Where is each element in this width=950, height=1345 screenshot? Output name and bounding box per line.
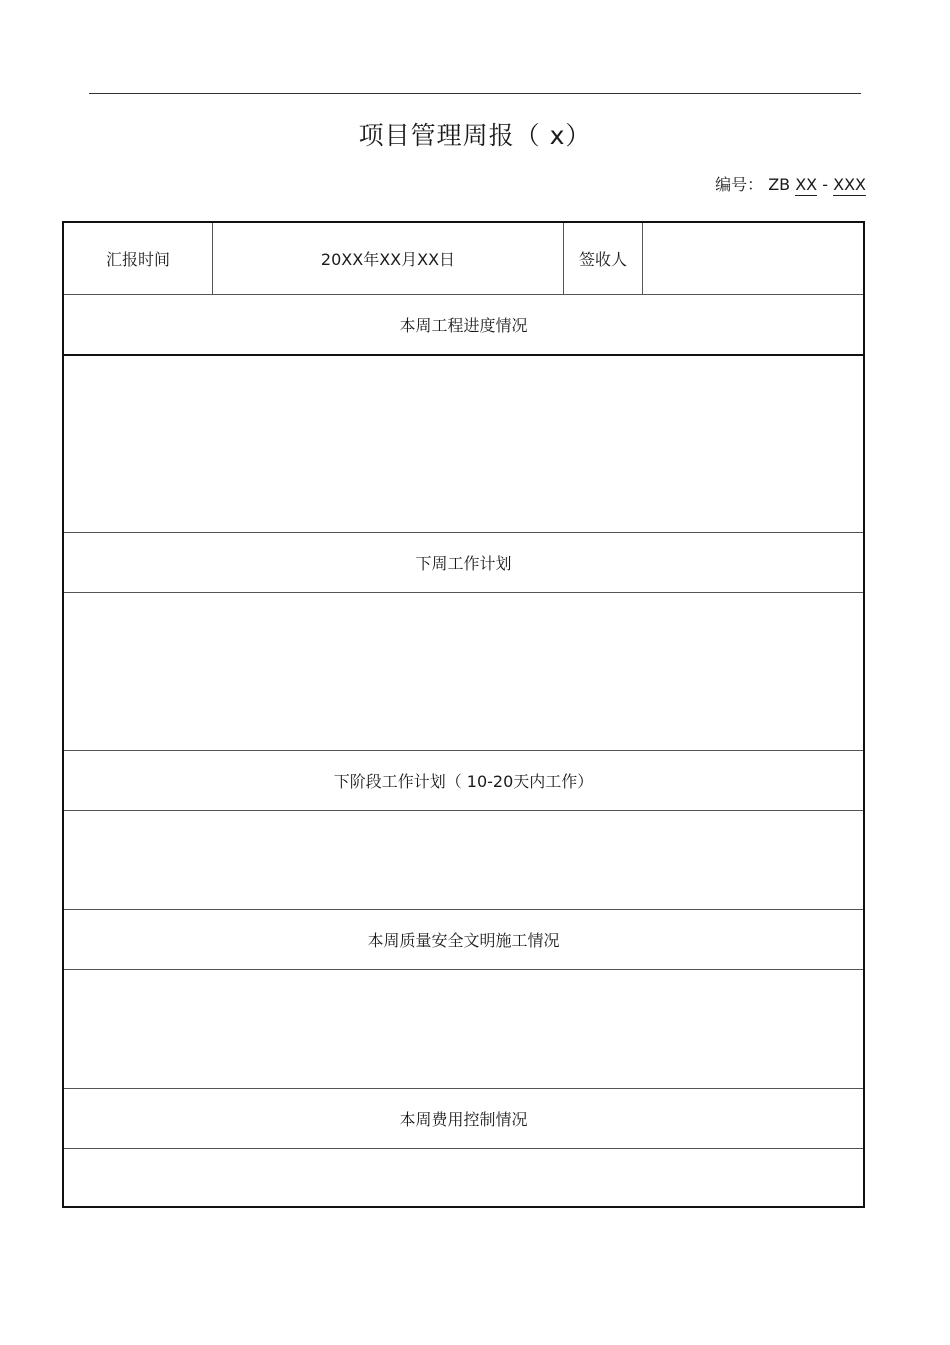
section-title-cost-control: 本周费用控制情况: [399, 1110, 528, 1129]
section-title-row: [64, 909, 863, 969]
section-title-row: [64, 532, 863, 592]
report-table: [62, 221, 865, 1208]
doc-number-separator: -: [822, 175, 829, 194]
section-title-progress: 本周工程进度情况: [399, 316, 528, 335]
signer-value[interactable]: [643, 223, 863, 294]
top-rule: [89, 93, 861, 94]
section-content-cost-control[interactable]: [64, 1148, 863, 1206]
section-title-next-week: 下周工作计划: [415, 554, 512, 573]
doc-number-part1: XX: [795, 175, 818, 194]
section-content-progress[interactable]: [64, 354, 863, 532]
doc-number-label: 编号：: [715, 175, 764, 194]
header-row: [64, 223, 863, 294]
document-title: 项目管理周报（ x）: [358, 121, 592, 150]
section-title-row: [64, 750, 863, 810]
report-time-label: 汇报时间: [105, 250, 170, 269]
section-content-text: [64, 970, 863, 1088]
section-content-text: [64, 356, 863, 532]
report-time-value[interactable]: 20XX年XX月XX日: [320, 250, 456, 269]
section-content-text: [64, 593, 863, 750]
section-content-text: [64, 811, 863, 909]
section-content-next-phase[interactable]: [64, 810, 863, 909]
section-title-quality-safety: 本周质量安全文明施工情况: [367, 931, 560, 950]
section-title-next-phase: 下阶段工作计划（ 10-20天内工作）: [333, 772, 594, 791]
signer-label: 签收人: [578, 250, 627, 269]
section-title-row: [64, 294, 863, 354]
section-content-next-week[interactable]: [64, 592, 863, 750]
section-content-quality-safety[interactable]: [64, 969, 863, 1088]
doc-number-part2: XXX: [833, 175, 866, 194]
section-content-text: [64, 1149, 863, 1206]
document-number: [715, 172, 866, 195]
doc-number-prefix: ZB: [768, 175, 791, 194]
section-title-row: [64, 1088, 863, 1148]
